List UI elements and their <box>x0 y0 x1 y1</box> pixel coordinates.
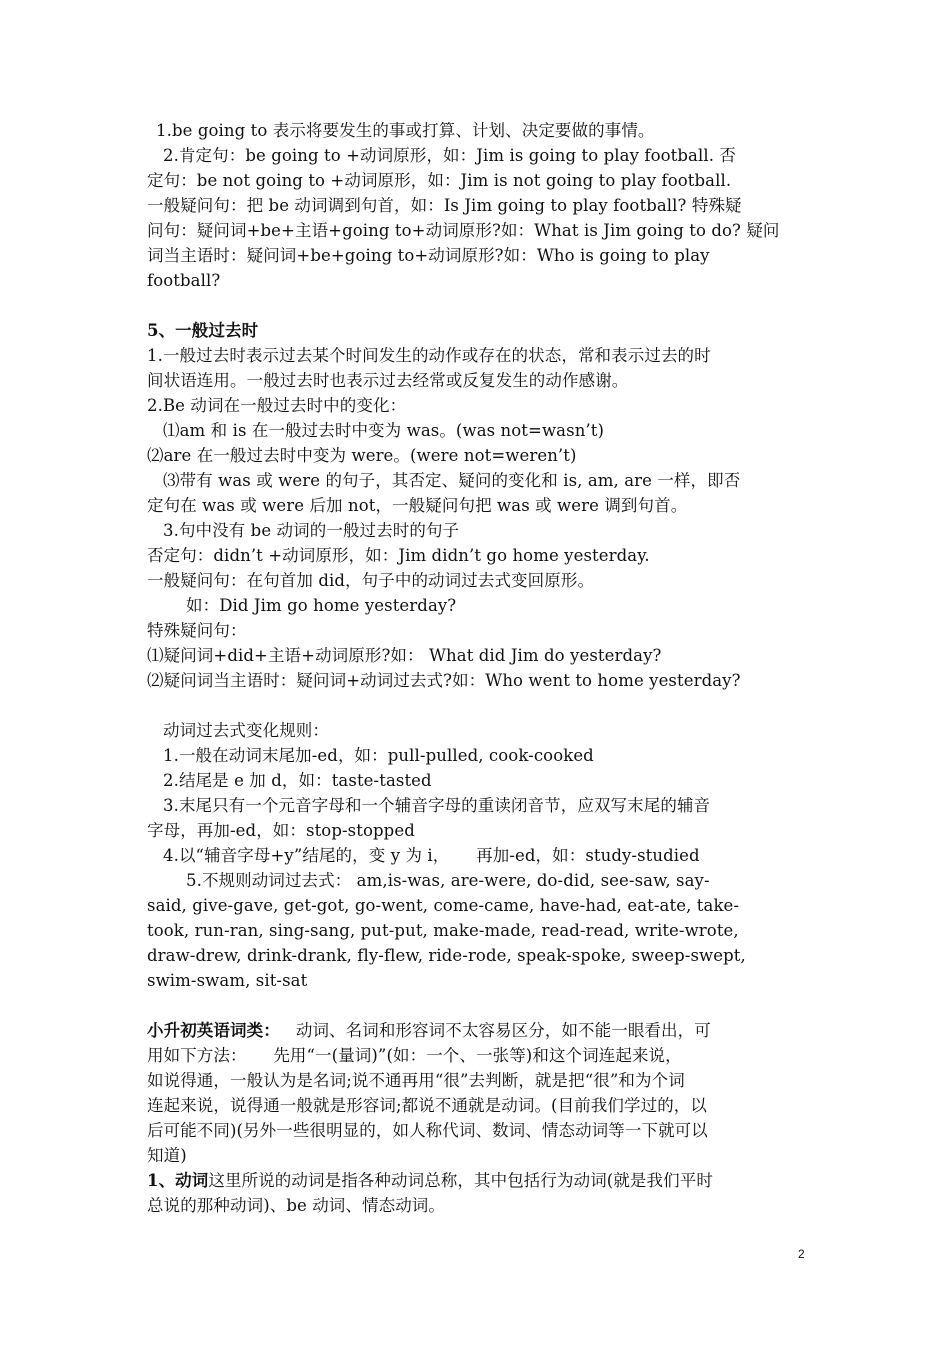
word-class-line-3: 如说得通，一般认为是名词;说不通再用“很”去判断，就是把“很”和为个词 <box>147 1071 685 1090</box>
rule-4: 4.以“辅音字母+y”结尾的，变 y 为 i， 再加-ed，如：study-studied <box>163 846 700 865</box>
past-tense-special-question-2: ⑵疑问词当主语时：疑问词+动词过去式?如：Who went to home yesterday? <box>147 671 741 690</box>
rule-5-line-3: took, run-ran, sing-sang, put-put, make-made, read-read, write-wrote, <box>147 921 739 940</box>
past-tense-negative: 否定句：didn’t +动词原形，如：Jim didn’t go home yesterday. <box>147 546 650 565</box>
intro-point-2-line-1: 2.肯定句：be going to +动词原形，如：Jim is going to play football. 否 <box>163 146 737 165</box>
past-tense-heading: 5、一般过去时 <box>147 321 259 340</box>
rule-5-line-1: 5.不规则动词过去式： am,is-was, are-were, do-did, see-saw, say- <box>186 871 710 890</box>
intro-point-2-line-2: 定句：be not going to +动词原形，如：Jim is not going to play football. <box>147 171 732 190</box>
rule-1: 1.一般在动词末尾加-ed，如：pull-pulled, cook-cooked <box>163 746 594 765</box>
intro-point-1: 1.be going to 表示将要发生的事或打算、计划、决定要做的事情。 <box>156 121 655 140</box>
past-tense-sub-3-line-1: ⑶带有 was 或 were 的句子，其否定、疑问的变化和 is, am, are 一样，即否 <box>163 471 741 490</box>
past-tense-special-question-1: ⑴疑问词+did+主语+动词原形?如： What did Jim do yesterday? <box>147 646 662 665</box>
word-class-line-1 <box>147 1018 817 1043</box>
rule-3-line-2: 字母，再加-ed，如：stop-stopped <box>147 821 415 840</box>
verb-line-2: 总说的那种动词)、be 动词、情态动词。 <box>147 1196 446 1215</box>
word-class-line-4: 连起来说，说得通一般就是形容词;都说不通就是动词。(目前我们学过的，以 <box>147 1096 707 1115</box>
verb-heading: 1、动词 <box>147 1171 209 1190</box>
word-class-intro: 动词、名词和形容词不太容易区分，如不能一眼看出，可 <box>279 1021 711 1040</box>
past-tense-point-2: 2.Be 动词在一般过去时中的变化： <box>147 396 407 415</box>
word-class-line-2: 用如下方法： 先用“一(量词)”(如：一个、一张等)和这个词连起来说， <box>147 1046 682 1065</box>
word-class-line-5: 后可能不同)(另外一些很明显的，如人称代词、数词、情态动词等一下就可以 <box>147 1121 708 1140</box>
past-tense-point-1-line-2: 间状语连用。一般过去时也表示过去经常或反复发生的动作感谢。 <box>147 371 629 390</box>
past-tense-special-question: 特殊疑问句： <box>147 621 247 640</box>
past-tense-general-question: 一般疑问句：在句首加 did，句子中的动词过去式变回原形。 <box>147 571 595 590</box>
past-tense-point-1-line-1: 1.一般过去时表示过去某个时间发生的动作或存在的状态，常和表示过去的时 <box>147 346 711 365</box>
past-tense-point-3: 3.句中没有 be 动词的一般过去时的句子 <box>163 521 460 540</box>
rule-5-line-2: said, give-gave, get-got, go-went, come-came, have-had, eat-ate, take- <box>147 896 740 915</box>
word-class-heading: 小升初英语词类： <box>147 1021 280 1040</box>
intro-point-2-line-3: 一般疑问句：把 be 动词调到句首，如：Is Jim going to play football? 特殊疑 <box>147 196 742 215</box>
past-tense-sub-2: ⑵are 在一般过去时中变为 were。(were not=weren’t) <box>147 446 577 465</box>
word-class-line-6: 知道) <box>147 1146 187 1165</box>
page-number: 2 <box>798 1247 805 1261</box>
rules-heading: 动词过去式变化规则： <box>163 721 329 740</box>
past-tense-sub-1: ⑴am 和 is 在一般过去时中变为 was。(was not=wasn’t) <box>163 421 605 440</box>
rule-5-line-4: draw-drew, drink-drank, fly-flew, ride-rode, speak-spoke, sweep-swept, <box>147 946 746 965</box>
rule-5-line-5: swim-swam, sit-sat <box>147 971 308 990</box>
intro-point-2-line-6: football? <box>147 271 221 290</box>
intro-point-2-line-5: 词当主语时：疑问词+be+going to+动词原形?如：Who is going to play <box>147 246 710 265</box>
rule-2: 2.结尾是 e 加 d，如：taste-tasted <box>163 771 432 790</box>
verb-definition: 这里所说的动词是指各种动词总称，其中包括行为动词(就是我们平时 <box>208 1171 713 1190</box>
past-tense-general-question-example: 如：Did Jim go home yesterday? <box>186 596 457 615</box>
intro-point-2-line-4: 问句：疑问词+be+主语+going to+动词原形?如：What is Jim going to do? 疑问 <box>147 221 780 240</box>
past-tense-sub-3-line-2: 定句在 was 或 were 后加 not，一般疑问句把 was 或 were 调到句首。 <box>147 496 688 515</box>
verb-line-1 <box>147 1168 817 1193</box>
rule-3-line-1: 3.末尾只有一个元音字母和一个辅音字母的重读闭音节，应双写末尾的辅音 <box>163 796 711 815</box>
